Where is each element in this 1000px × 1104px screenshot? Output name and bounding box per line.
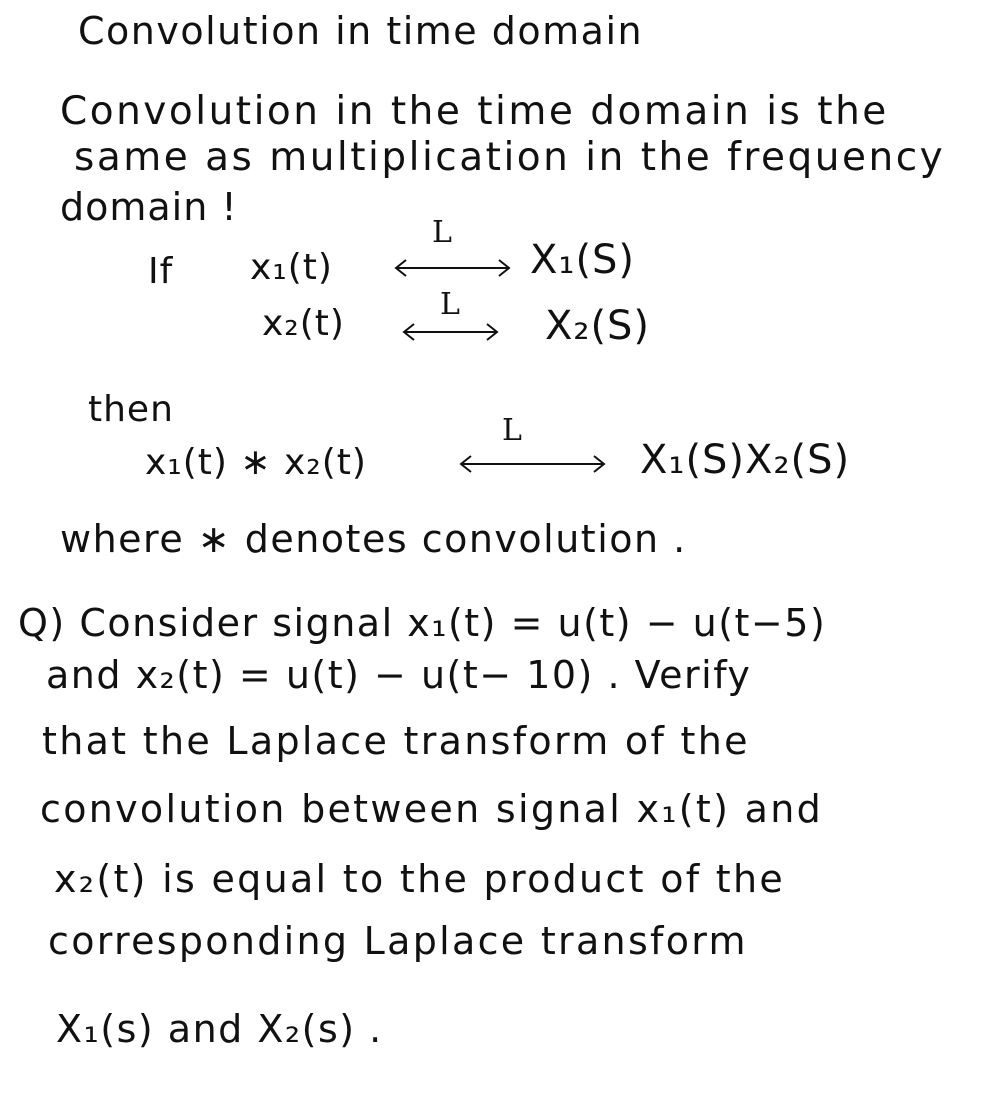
- convolution-arrow-label: L: [502, 413, 522, 448]
- pair2-laplace-signal: X₂(S): [545, 303, 651, 349]
- convolution-double-arrow-icon: [455, 452, 610, 476]
- question-line-4: convolution between signal x₁(t) and: [40, 787, 823, 831]
- question-line-7: X₁(s) and X₂(s) .: [56, 1007, 383, 1051]
- question-line-6: corresponding Laplace transform: [48, 919, 748, 963]
- question-line-5: x₂(t) is equal to the product of the: [54, 857, 786, 901]
- paragraph-line-2: same as multiplication in the frequency: [74, 135, 946, 180]
- where-note: where ∗ denotes convolution .: [60, 517, 687, 561]
- question-line-3: that the Laplace transform of the: [42, 719, 750, 763]
- pair1-time-signal: x₁(t): [250, 247, 333, 288]
- pair1-arrow-label: L: [432, 215, 452, 250]
- note-title: Convolution in time domain: [78, 9, 644, 53]
- product-expression: X₁(S)X₂(S): [640, 437, 851, 483]
- pair2-double-arrow-icon: [398, 320, 503, 344]
- convolution-expression: x₁(t) ∗ x₂(t): [145, 442, 367, 483]
- pair2-time-signal: x₂(t): [262, 303, 345, 344]
- question-line-2: and x₂(t) = u(t) − u(t− 10) . Verify: [46, 653, 752, 697]
- paragraph-line-1: Convolution in the time domain is the: [60, 89, 889, 134]
- paragraph-line-3: domain !: [60, 185, 238, 229]
- pair2-arrow-label: L: [440, 287, 460, 322]
- if-label: If: [148, 251, 174, 292]
- pair1-double-arrow-icon: [390, 256, 515, 280]
- then-label: then: [88, 389, 174, 430]
- question-line-1: Q) Consider signal x₁(t) = u(t) − u(t−5): [18, 601, 827, 645]
- pair1-laplace-signal: X₁(S): [530, 237, 636, 283]
